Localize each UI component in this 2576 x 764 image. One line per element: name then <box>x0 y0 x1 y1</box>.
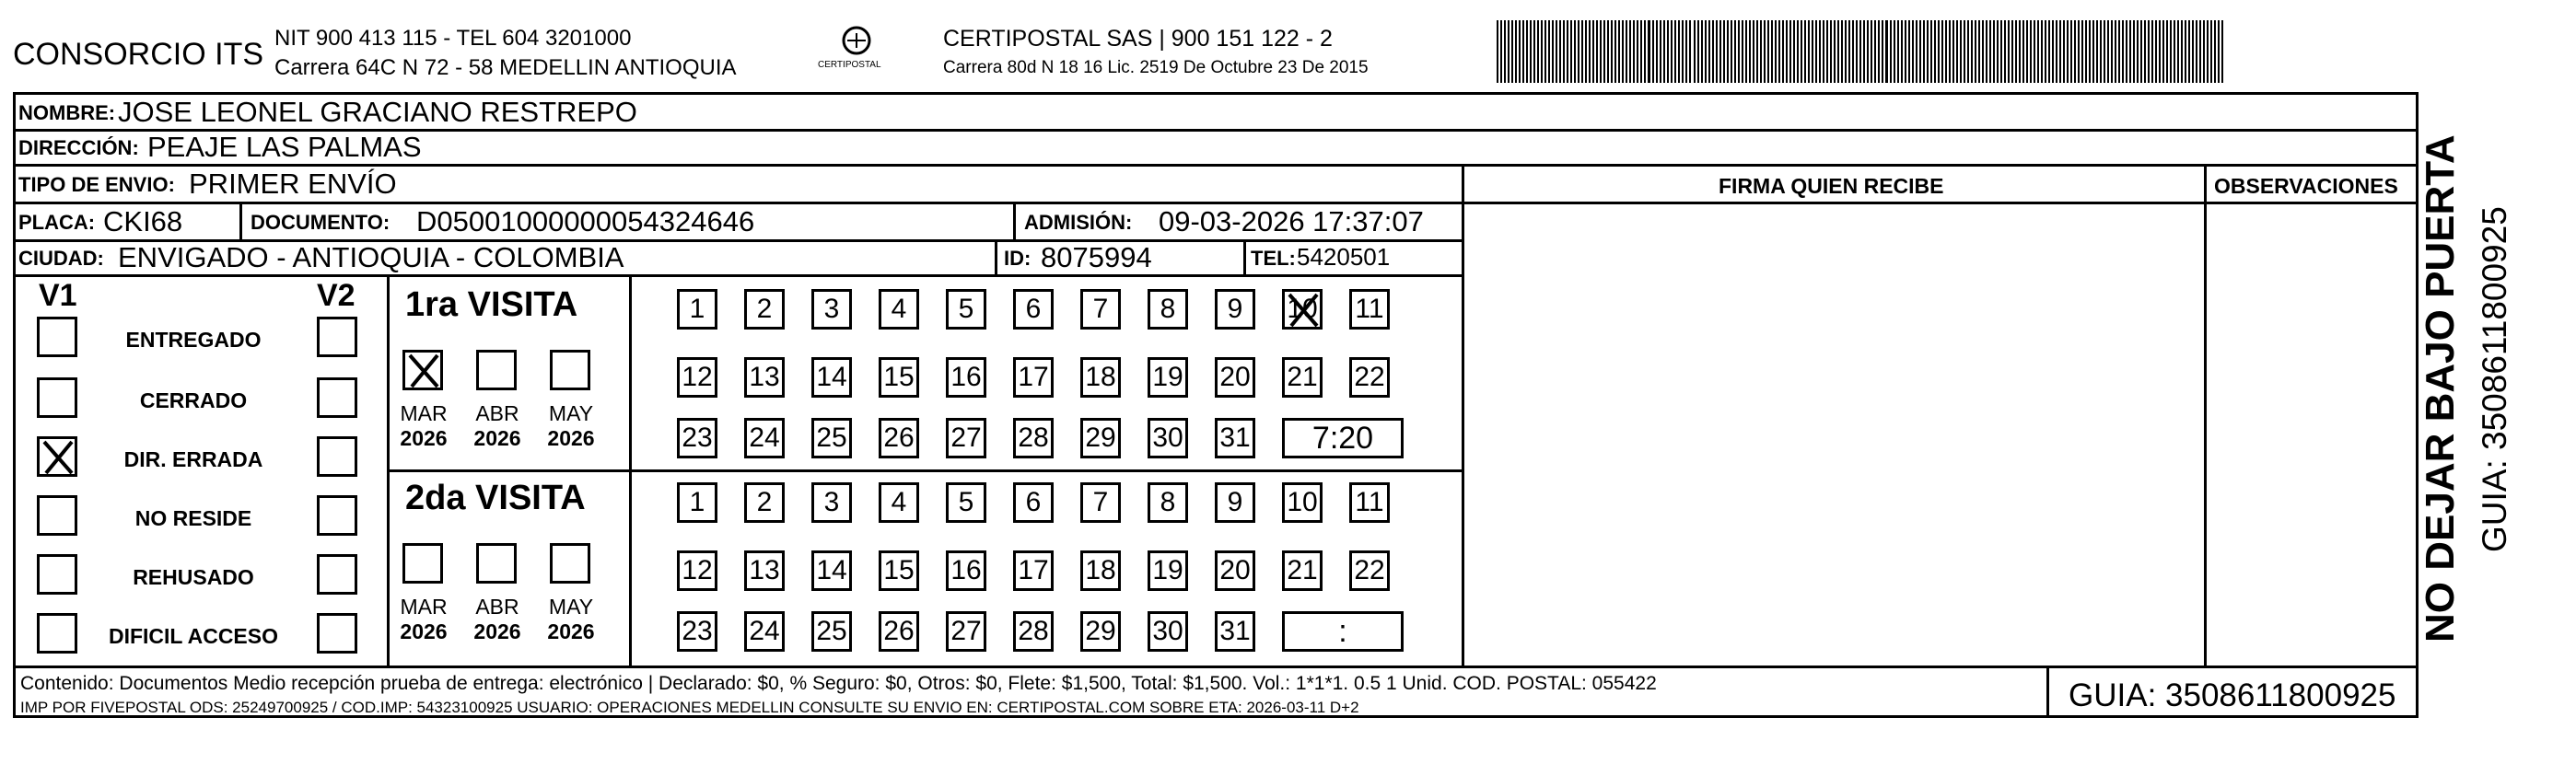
company-nit: NIT 900 413 115 - TEL 604 3201000 <box>274 26 632 51</box>
visit1-month-year: 2026 <box>473 426 521 450</box>
barcode <box>1497 20 2233 85</box>
placa-label: PLACA: <box>18 211 96 234</box>
visit2-day-box[interactable]: 14 <box>811 550 852 591</box>
visit1-day-box[interactable]: 4 <box>879 289 919 330</box>
tipo-envio-value: PRIMER ENVÍO <box>189 168 397 200</box>
visit1-day-box[interactable]: 15 <box>879 357 919 398</box>
visit1-day-box[interactable]: 23 <box>677 418 717 458</box>
visit1-day-box[interactable]: 11 <box>1349 289 1390 330</box>
admision-label: ADMISIÓN: <box>1024 211 1133 234</box>
firma-header: FIRMA QUIEN RECIBE <box>1719 174 1944 198</box>
visit2-day-box[interactable]: 1 <box>677 482 717 523</box>
visit2-day-box[interactable]: 21 <box>1282 550 1323 591</box>
visit1-day-mark <box>1282 289 1323 330</box>
visit1-day-box[interactable]: 14 <box>811 357 852 398</box>
visit1-day-box[interactable]: 24 <box>744 418 785 458</box>
tipo-envio-label: TIPO DE ENVIO: <box>18 173 175 196</box>
visit1-day-box[interactable]: 29 <box>1080 418 1121 458</box>
visit1-day-box[interactable]: 10 <box>1282 289 1323 330</box>
visit1-day-box[interactable]: 16 <box>946 357 986 398</box>
visit2-day-box[interactable]: 2 <box>744 482 785 523</box>
courier-license: Carrera 80d N 18 16 Lic. 2519 De Octubre 23 De 2015 <box>943 58 1369 77</box>
visit1-day-box[interactable]: 3 <box>811 289 852 330</box>
admision-value: 09-03-2026 17:37:07 <box>1159 205 1424 237</box>
visit1-day-box[interactable]: 9 <box>1215 289 1255 330</box>
status-label: CERRADO <box>139 388 248 412</box>
documento-label: DOCUMENTO: <box>251 211 390 234</box>
visit1-day-box[interactable]: 1 <box>677 289 717 330</box>
visit2-day-box[interactable]: 19 <box>1148 550 1188 591</box>
visit1-day-box[interactable]: 20 <box>1215 357 1255 398</box>
status-label: DIFICIL ACCESO <box>108 624 278 648</box>
visit2-day-box[interactable]: 16 <box>946 550 986 591</box>
visit2-day-box[interactable]: 30 <box>1148 611 1188 652</box>
visit1-month-checkbox[interactable] <box>550 350 590 390</box>
company-name: CONSORCIO ITS <box>13 37 264 72</box>
visit1-month-label: MAY <box>548 401 594 425</box>
visit2-month-year: 2026 <box>547 619 595 643</box>
visit1-day-box[interactable]: 12 <box>677 357 717 398</box>
visit1-day-box[interactable]: 27 <box>946 418 986 458</box>
visit2-day-box[interactable]: 13 <box>744 550 785 591</box>
visit2-day-box[interactable]: 9 <box>1215 482 1255 523</box>
side-guia: GUIA: 3508611800925 <box>2476 206 2513 552</box>
certipostal-logo: CERTIPOSTAL <box>810 20 903 85</box>
visit1-month-label: MAR <box>400 401 448 425</box>
visit2-day-box[interactable]: 31 <box>1215 611 1255 652</box>
visit1-day-box[interactable]: 2 <box>744 289 785 330</box>
visit2-day-box[interactable]: 29 <box>1080 611 1121 652</box>
visit1-day-box[interactable]: 8 <box>1148 289 1188 330</box>
visit2-day-box[interactable]: 17 <box>1013 550 1054 591</box>
footer-contenido: Contenido: Documentos Medio recepción prueba de entrega: electrónico | Declarado: $0, % Seguro: $0, Otros: $0, Flete: $1,500, Total: $1,500. Vol.: 1*1*1. 0.5 1 Unid. COD. POSTAL: 055422 <box>20 673 1657 694</box>
status-label: NO RESIDE <box>134 506 252 530</box>
v1-header: V1 <box>39 278 77 313</box>
visit1-day-box[interactable]: 26 <box>879 418 919 458</box>
id-value: 8075994 <box>1041 241 1152 273</box>
visit1-month-checkbox[interactable] <box>476 350 517 390</box>
visit2-time-box[interactable]: : <box>1282 611 1404 652</box>
visit2-day-box[interactable]: 26 <box>879 611 919 652</box>
visit1-month-year: 2026 <box>547 426 595 450</box>
id-label: ID: <box>1004 247 1032 270</box>
visit2-month-label: ABR <box>475 595 519 619</box>
visit2-day-box[interactable]: 7 <box>1080 482 1121 523</box>
documento-value: D05001000000054324646 <box>416 205 755 237</box>
no-dejar-notice: NO DEJAR BAJO PUERTA <box>2418 134 2463 642</box>
visit2-month-label: MAR <box>400 595 448 619</box>
visit2-title: 2da VISITA <box>405 479 586 517</box>
visit2-day-box[interactable]: 6 <box>1013 482 1054 523</box>
footer-imp: IMP POR FIVEPOSTAL ODS: 25249700925 / COD.IMP: 54323100925 USUARIO: OPERACIONES MEDELLIN CONSULTE SU ENVIO EN: CERTIPOSTAL.COM SOBRE ETA: 2026-03-11 D+2 <box>20 699 1359 716</box>
visit2-day-box[interactable]: 4 <box>879 482 919 523</box>
visit2-day-box[interactable]: 12 <box>677 550 717 591</box>
v2-header: V2 <box>317 278 356 313</box>
company-address: Carrera 64C N 72 - 58 MEDELLIN ANTIOQUIA <box>274 55 737 80</box>
visit1-day-box[interactable]: 17 <box>1013 357 1054 398</box>
visit2-day-box[interactable]: 10 <box>1282 482 1323 523</box>
courier-name: CERTIPOSTAL SAS | 900 151 122 - 2 <box>943 26 1333 52</box>
nombre-value: JOSE LEONEL GRACIANO RESTREPO <box>118 96 637 128</box>
visit2-day-box[interactable]: 5 <box>946 482 986 523</box>
status-label: DIR. ERRADA <box>123 447 263 471</box>
nombre-label: NOMBRE: <box>18 101 116 124</box>
visit1-day-box[interactable]: 28 <box>1013 418 1054 458</box>
tel-label: TEL: <box>1251 247 1296 270</box>
visit2-day-box[interactable]: 24 <box>744 611 785 652</box>
direccion-value: PEAJE LAS PALMAS <box>147 131 422 163</box>
visit2-day-box[interactable]: 27 <box>946 611 986 652</box>
visit2-day-box[interactable]: 20 <box>1215 550 1255 591</box>
visit2-month-year: 2026 <box>473 619 521 643</box>
visit1-day-box[interactable]: 18 <box>1080 357 1121 398</box>
visit2-month-checkbox[interactable] <box>476 543 517 584</box>
visit1-day-box[interactable]: 6 <box>1013 289 1054 330</box>
direccion-label: DIRECCIÓN: <box>18 136 139 159</box>
visit1-day-box[interactable]: 13 <box>744 357 785 398</box>
visit2-day-box[interactable]: 28 <box>1013 611 1054 652</box>
visit2-month-label: MAY <box>548 595 594 619</box>
placa-value: CKI68 <box>103 205 183 237</box>
visit1-time-box[interactable]: 7:20 <box>1282 418 1404 458</box>
ciudad-value: ENVIGADO - ANTIOQUIA - COLOMBIA <box>118 241 624 273</box>
visit2-month-checkbox[interactable] <box>402 543 443 584</box>
status-v1-check-mark <box>37 436 77 477</box>
visit1-day-box[interactable]: 21 <box>1282 357 1323 398</box>
visit2-day-box[interactable]: 22 <box>1349 550 1390 591</box>
visit2-day-box[interactable]: 25 <box>811 611 852 652</box>
visit1-day-box[interactable]: 7 <box>1080 289 1121 330</box>
visit2-month-year: 2026 <box>400 619 448 643</box>
visit1-day-box[interactable]: 19 <box>1148 357 1188 398</box>
ciudad-label: CIUDAD: <box>18 247 104 270</box>
visit2-day-box[interactable]: 15 <box>879 550 919 591</box>
footer-guia: GUIA: 3508611800925 <box>2069 677 2396 713</box>
visit2-day-box[interactable]: 23 <box>677 611 717 652</box>
visit2-day-box[interactable]: 11 <box>1349 482 1390 523</box>
visit2-day-box[interactable]: 3 <box>811 482 852 523</box>
tel-value: 5420501 <box>1297 243 1391 271</box>
status-label: ENTREGADO <box>125 328 262 352</box>
observaciones-header: OBSERVACIONES <box>2214 174 2398 198</box>
visit2-day-box[interactable]: 8 <box>1148 482 1188 523</box>
visit2-month-checkbox[interactable] <box>550 543 590 584</box>
visit1-title: 1ra VISITA <box>405 285 578 324</box>
visit1-day-box[interactable]: 22 <box>1349 357 1390 398</box>
visit1-day-box[interactable]: 5 <box>946 289 986 330</box>
visit1-day-box[interactable]: 31 <box>1215 418 1255 458</box>
visit1-day-box[interactable]: 30 <box>1148 418 1188 458</box>
visit1-month-label: ABR <box>475 401 519 425</box>
visit1-month-mark <box>402 350 443 390</box>
visit1-day-box[interactable]: 25 <box>811 418 852 458</box>
visit2-day-box[interactable]: 18 <box>1080 550 1121 591</box>
status-label: REHUSADO <box>133 565 254 589</box>
visit1-month-year: 2026 <box>400 426 448 450</box>
